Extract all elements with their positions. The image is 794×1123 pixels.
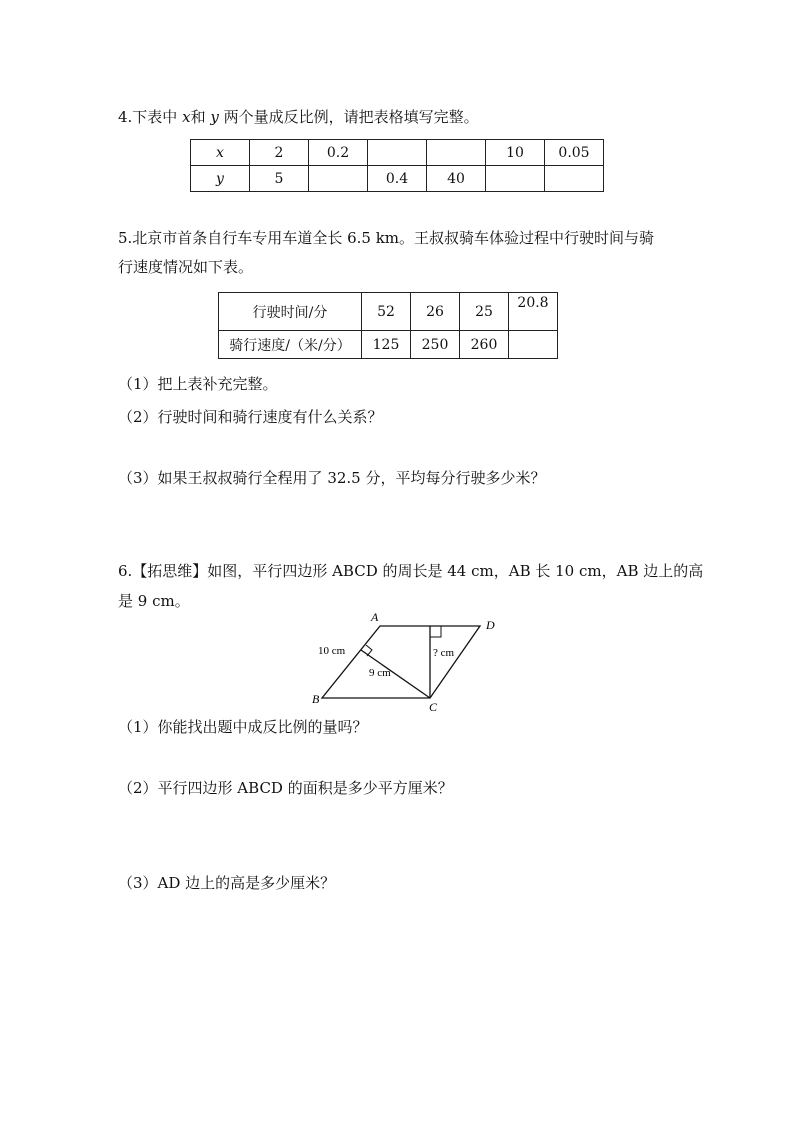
vertex-label-a: A xyxy=(371,610,379,624)
vertex-label-d: D xyxy=(486,618,495,632)
parallelogram-figure xyxy=(300,608,510,718)
vertex-label-b: B xyxy=(312,692,320,706)
q5-sub2: （2）行驶时间和骑行速度有什么关系？ xyxy=(118,408,383,426)
q6-sub3: （3）AD 边上的高是多少厘米？ xyxy=(118,874,336,892)
table-cell xyxy=(368,140,427,166)
height-ad-label: ? cm xyxy=(433,647,455,659)
table-cell: 52 xyxy=(362,293,411,331)
table-cell xyxy=(545,166,604,192)
table-cell: 5 xyxy=(250,166,309,192)
height-ab-label: 9 cm xyxy=(369,667,391,679)
q5-row-speed xyxy=(219,331,558,359)
q4-var-x: x xyxy=(182,108,191,126)
table-cell: 10 xyxy=(486,140,545,166)
q5-row-label: 骑行速度/（米/分） xyxy=(219,331,362,359)
q4-prefix: 4.下表中 xyxy=(118,108,183,126)
q6-line2: 是 9 cm。 xyxy=(118,592,190,610)
table-cell: 260 xyxy=(460,331,509,359)
table-cell: 40 xyxy=(427,166,486,192)
q6-sub1: （1）你能找出题中成反比例的量吗？ xyxy=(118,718,368,736)
table-cell: 125 xyxy=(362,331,411,359)
q4-row-label: y xyxy=(191,166,250,192)
parallelogram-abcd xyxy=(322,626,480,698)
table-cell: 0.05 xyxy=(545,140,604,166)
table-cell xyxy=(309,166,368,192)
q5-sub3: （3）如果王叔叔骑行全程用了 32.5 分，平均每分行驶多少米？ xyxy=(118,469,546,487)
q5-row-label: 行驶时间/分 xyxy=(219,293,362,331)
q6-sub2: （2）平行四边形 ABCD 的面积是多少平方厘米？ xyxy=(118,779,453,797)
q5-row-time xyxy=(219,293,558,331)
vertex-label-c: C xyxy=(429,700,438,714)
table-cell: 2 xyxy=(250,140,309,166)
table-cell: 0.4 xyxy=(368,166,427,192)
table-cell: 25 xyxy=(460,293,509,331)
q5-line1: 5.北京市首条自行车专用车道全长 6.5 km。王叔叔骑车体验过程中行驶时间与骑 xyxy=(118,229,655,247)
q4-prompt xyxy=(118,107,479,127)
side-ab-label: 10 cm xyxy=(318,645,346,657)
q4-var-y: y xyxy=(210,108,219,126)
table-cell xyxy=(427,140,486,166)
table-cell xyxy=(509,331,558,359)
table-cell xyxy=(486,166,545,192)
q5-sub1: （1）把上表补充完整。 xyxy=(118,375,278,393)
table-cell: 250 xyxy=(411,331,460,359)
q4-suffix: 两个量成反比例，请把表格填写完整。 xyxy=(218,108,479,126)
q4-row-label: x xyxy=(191,140,250,166)
q4-table xyxy=(190,139,604,192)
table-cell: 26 xyxy=(411,293,460,331)
table-cell: 0.2 xyxy=(309,140,368,166)
q5-line2: 行速度情况如下表。 xyxy=(118,258,254,276)
q5-table xyxy=(218,292,558,359)
table-cell: 20.8 xyxy=(509,293,558,331)
q6-line1: 6.【拓思维】如图，平行四边形 ABCD 的周长是 44 cm，AB 长 10 cm，AB 边上的高 xyxy=(118,562,704,580)
q4-mid: 和 xyxy=(190,108,211,126)
q4-row-y xyxy=(191,166,604,192)
right-angle-mark-ad xyxy=(430,626,441,637)
q4-row-x xyxy=(191,140,604,166)
